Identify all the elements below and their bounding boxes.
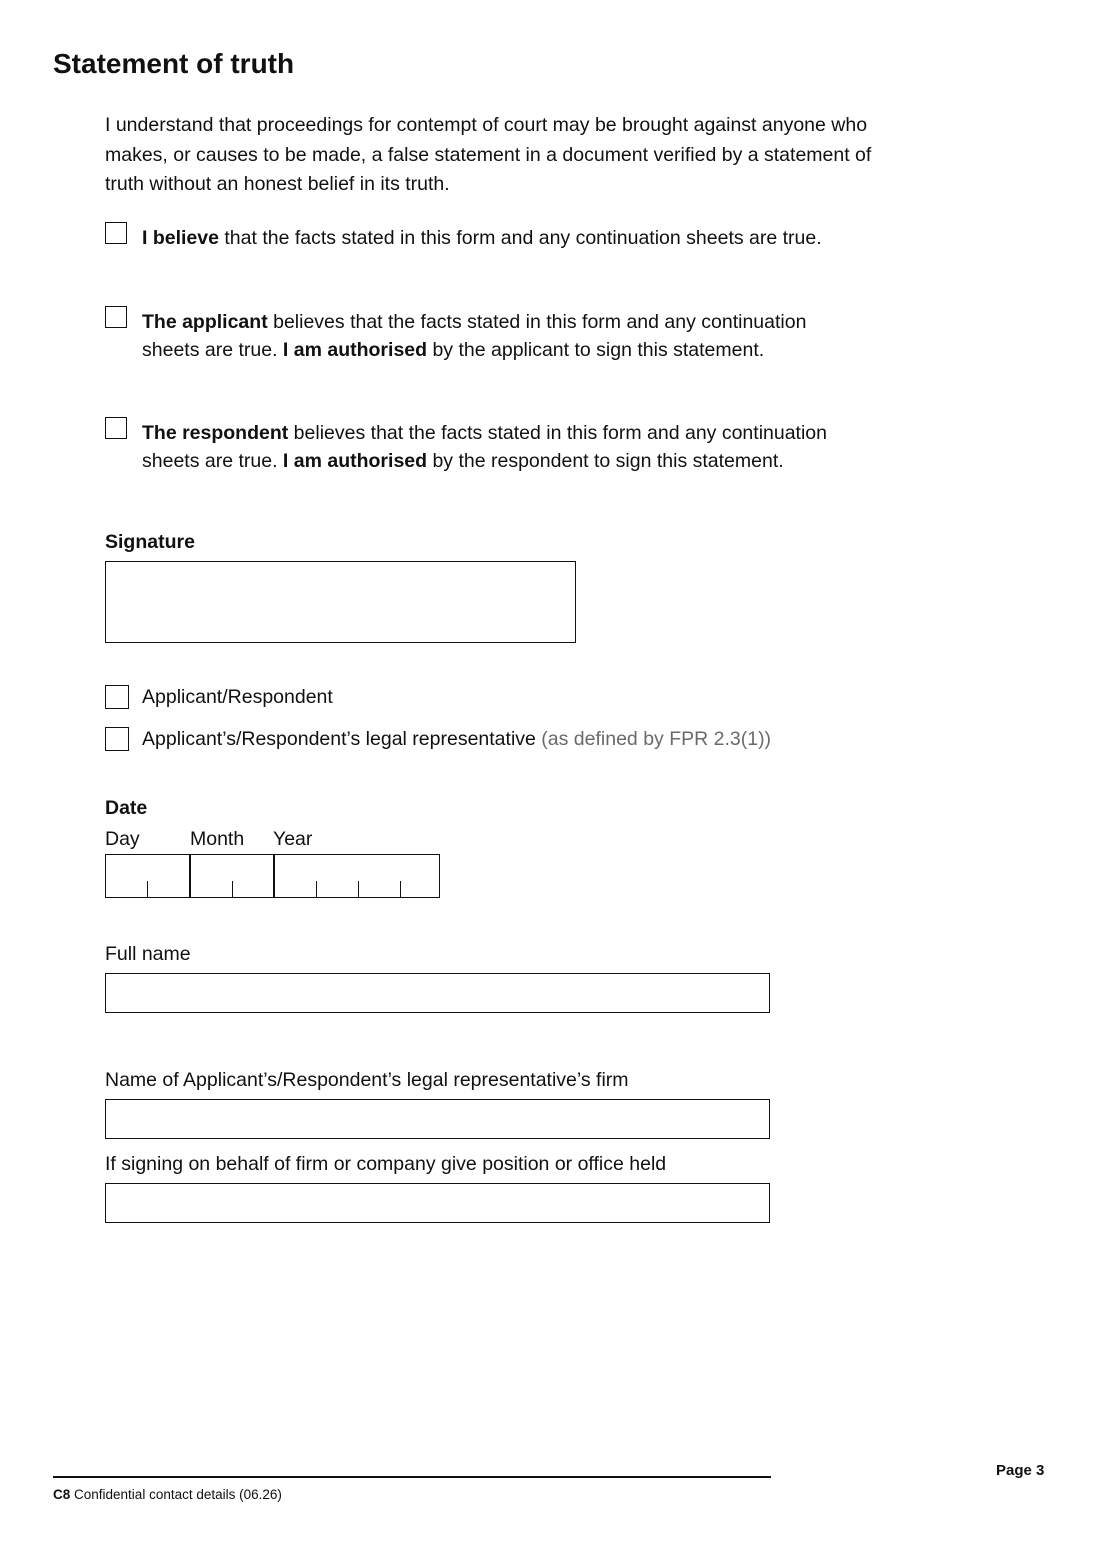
- authorised-bold: I am authorised: [282, 449, 428, 472]
- signature-label: Signature: [105, 531, 195, 553]
- statement-option-i-believe: [142, 225, 862, 253]
- role-checkbox-applicant-respondent[interactable]: [105, 685, 129, 709]
- digit-divider: [232, 881, 233, 897]
- footer-form-title: [53, 1487, 282, 1502]
- form-name: Confidential contact details (06.26): [70, 1487, 282, 1502]
- role-option-legal-representative: [142, 728, 771, 751]
- statement-text-2: by the applicant to sign this statement.: [427, 338, 765, 361]
- signature-field[interactable]: [105, 561, 576, 643]
- date-month-label: Month: [190, 828, 245, 850]
- date-month-input[interactable]: [189, 855, 273, 897]
- position-label: If signing on behalf of firm or company give position or office held: [105, 1153, 667, 1175]
- statement-text-2: by the respondent to sign this statement.: [427, 449, 784, 472]
- statement-bold: I believe: [142, 227, 219, 249]
- position-field[interactable]: [105, 1183, 770, 1223]
- digit-divider: [358, 881, 359, 897]
- statement-checkbox-respondent[interactable]: [105, 417, 127, 439]
- page-number: Page 3: [996, 1462, 1045, 1479]
- statement-text: believes that the facts stated in this form and any continuation sheets are true.: [142, 422, 828, 472]
- statement-checkbox-i-believe[interactable]: [105, 222, 127, 244]
- page-title: Statement of truth: [53, 48, 295, 79]
- role-option-applicant-respondent: [142, 686, 333, 709]
- date-field: [105, 854, 440, 898]
- digit-divider: [400, 881, 401, 897]
- authorised-bold: I am authorised: [282, 338, 428, 361]
- firm-name-label: Name of Applicant’s/Respondent’s legal representative’s firm: [105, 1069, 629, 1091]
- date-label: Date: [105, 797, 148, 819]
- statement-text: that the facts stated in this form and any continuation sheets are true.: [218, 227, 822, 249]
- role-note: (as defined by FPR 2.3(1)): [535, 728, 772, 750]
- contempt-warning: I understand that proceedings for contempt of court may be brought against anyone who makes, or causes to be made, a false statement in a document verified by a statement of truth without an honest belief in its truth.: [105, 114, 872, 195]
- date-year-input[interactable]: [273, 855, 439, 897]
- full-name-field[interactable]: [105, 973, 770, 1013]
- date-day-label: Day: [105, 828, 140, 850]
- footer-rule: [53, 1476, 771, 1478]
- role-checkbox-legal-representative[interactable]: [105, 727, 129, 751]
- statement-checkbox-applicant[interactable]: [105, 306, 127, 328]
- date-day-input[interactable]: [106, 855, 189, 897]
- statement-text: believes that the facts stated in this form and any continuation sheets are true.: [142, 311, 807, 361]
- statement-option-applicant: [142, 309, 862, 364]
- firm-name-field[interactable]: [105, 1099, 770, 1139]
- form-code: C8: [53, 1487, 71, 1502]
- date-year-label: Year: [273, 828, 313, 850]
- statement-bold: The respondent: [142, 422, 289, 444]
- digit-divider: [147, 881, 148, 897]
- role-label: Applicant’s/Respondent’s legal representative: [142, 728, 536, 750]
- role-label: Applicant/Respondent: [142, 686, 333, 708]
- statement-option-respondent: [142, 420, 862, 475]
- digit-divider: [316, 881, 317, 897]
- full-name-label: Full name: [105, 943, 191, 965]
- statement-bold: The applicant: [142, 311, 268, 333]
